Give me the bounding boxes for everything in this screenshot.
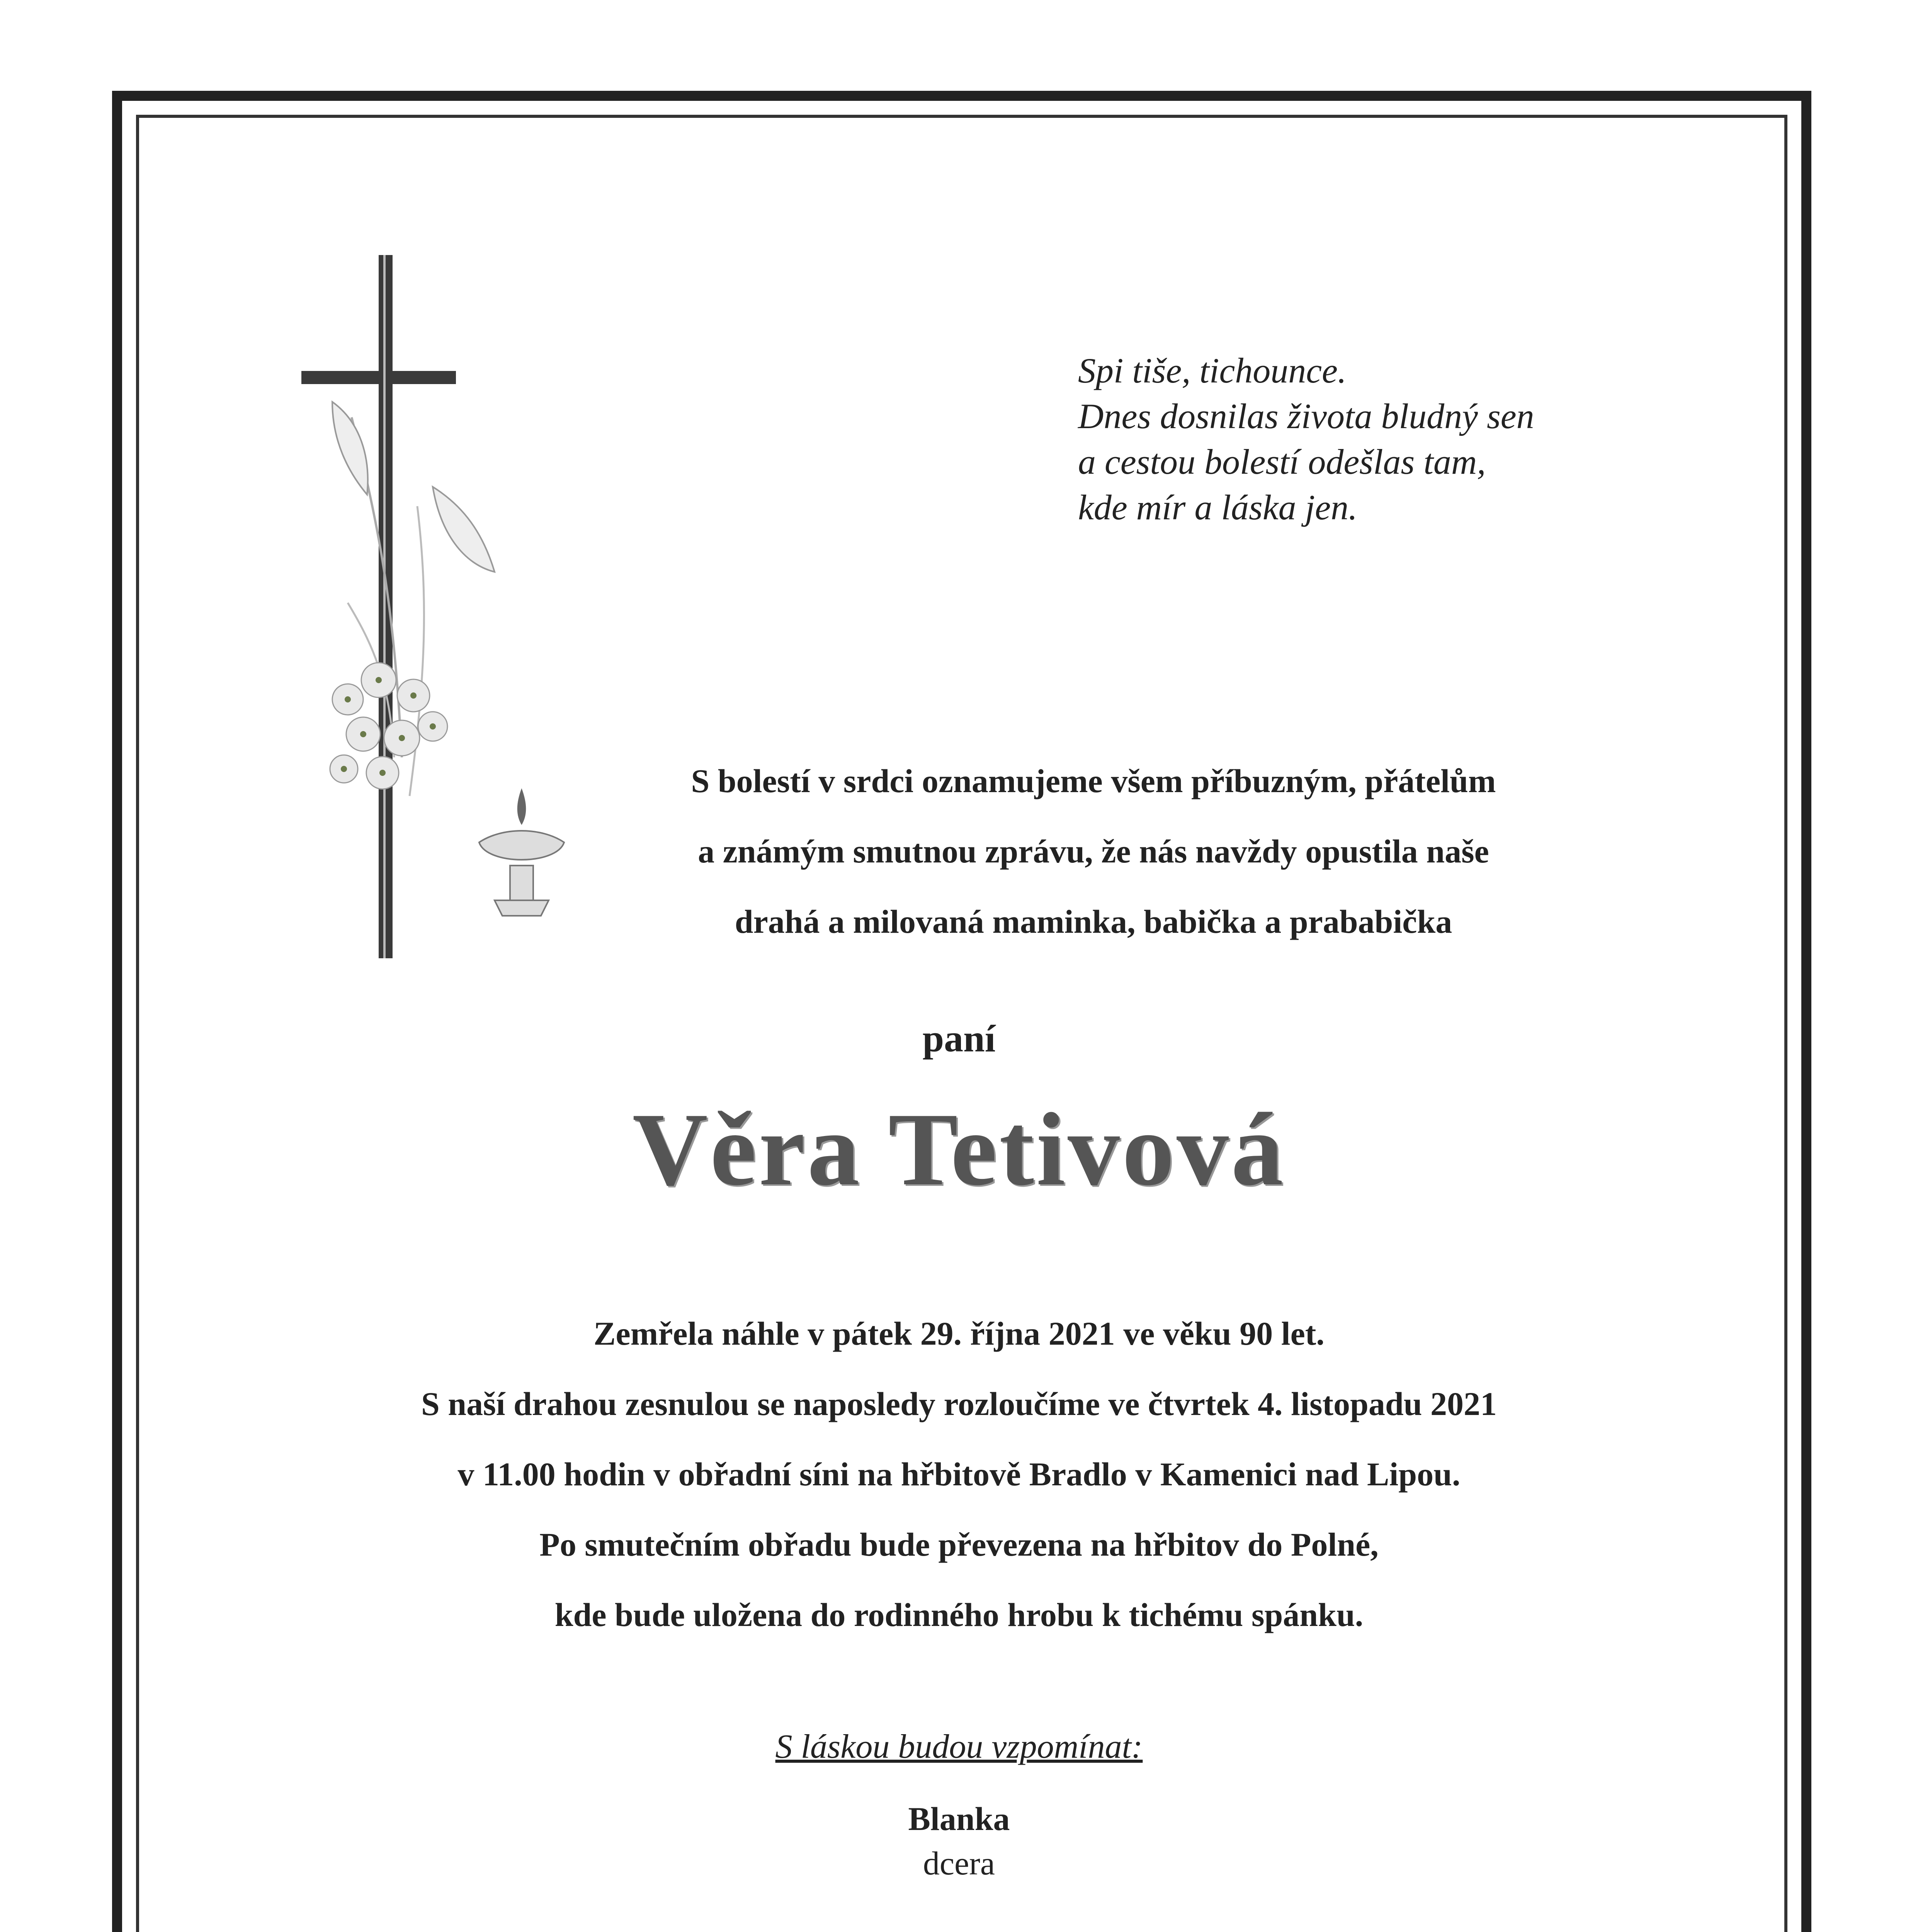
details-line: S naší drahou zesnulou se naposledy rozloučíme ve čtvrtek 4. listopadu 2021 (421, 1385, 1497, 1422)
details-line: kde bude uložena do rodinného hrobu k tichému spánku. (554, 1596, 1364, 1633)
relative-role: dcera (923, 1845, 995, 1882)
announcement-line: a známým smutnou zprávu, že nás navždy opustila naše (698, 833, 1489, 870)
poem-line: Spi tiše, tichounce. (1078, 351, 1347, 390)
funeral-details (270, 1298, 1648, 1650)
announcement (599, 746, 1588, 957)
relative-name: Blanka (908, 1800, 1010, 1837)
details-line: Po smutečním obřadu bude převezena na hřbitov do Polné, (539, 1526, 1379, 1563)
relative-entry (0, 1797, 1918, 1930)
relative-entry (0, 1930, 1918, 1932)
poem-line: Dnes dosnilas života bludný sen (1078, 396, 1534, 436)
poem-line: a cestou bolestí odešlas tam, (1078, 442, 1486, 481)
relatives-list (0, 1797, 1918, 1932)
deceased-title: paní (922, 1017, 996, 1060)
details-line: Zemřela náhle v pátek 29. října 2021 ve věku 90 let. (593, 1315, 1325, 1352)
details-line: v 11.00 hodin v obřadní síni na hřbitově Bradlo v Kamenici nad Lipou. (457, 1456, 1461, 1493)
deceased-name: Věra Tetivová (632, 1092, 1286, 1207)
poem (1078, 348, 1658, 530)
remembrance-heading: S láskou budou vzpomínat: (775, 1728, 1143, 1765)
announcement-line: S bolestí v srdci oznamujeme všem příbuzným, přátelům (691, 762, 1496, 799)
cross-with-lilies-and-lamp-icon (301, 255, 610, 989)
relative-name (0, 1930, 1918, 1932)
announcement-line: drahá a milovaná maminka, babička a prababička (735, 903, 1452, 940)
poem-line: kde mír a láska jen. (1078, 488, 1358, 527)
